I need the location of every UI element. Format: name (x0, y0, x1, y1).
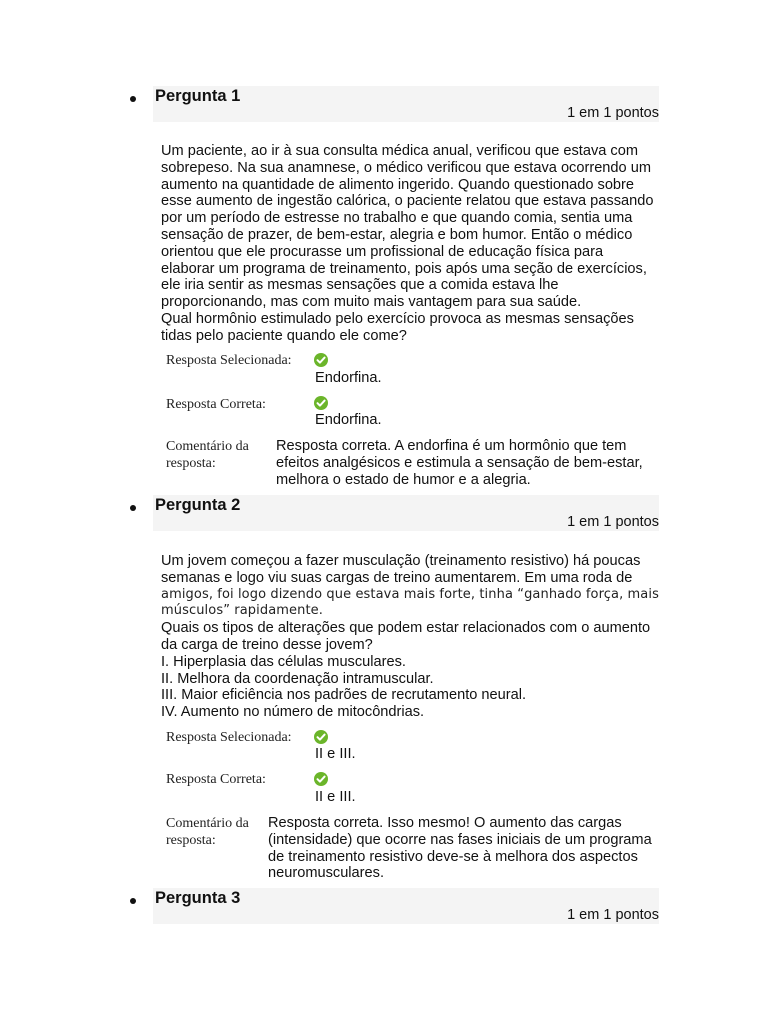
question-3-points: 1 em 1 pontos (567, 907, 659, 923)
question-2-title: Pergunta 2 (155, 496, 241, 514)
comment-label: Comentário da resposta: (166, 439, 249, 471)
selected-answer-label: Resposta Selecionada: (166, 730, 292, 745)
bullet-icon (130, 898, 136, 904)
check-icon (314, 353, 328, 367)
check-icon (314, 396, 328, 410)
correct-answer-label: Resposta Correta: (166, 772, 266, 787)
question-1-title: Pergunta 1 (155, 87, 241, 105)
correct-answer-value: II e III. (315, 789, 356, 805)
bullet-icon (130, 505, 136, 511)
correct-answer-value: Endorfina. (315, 412, 382, 428)
check-icon (314, 730, 328, 744)
bullet-icon (130, 96, 136, 102)
selected-answer-label: Resposta Selecionada: (166, 353, 292, 368)
correct-answer-label: Resposta Correta: (166, 397, 266, 412)
check-icon (314, 772, 328, 786)
comment-label: Comentário da resposta: (166, 816, 249, 848)
question-1-text: Um paciente, ao ir à sua consulta médica anual, verificou que estava com sobrepeso. Na sua anamnese, o médico verificou que estava ocorrendo um aumento na quantidade de alimento ingerido. Quando questionado sobre esse aumento de ingestão calórica, o paciente relatou que estava passando por um período de estresse no trabalho e que quando comia, sentia uma sensação de prazer, de bem-estar, alegria e bom humor. Então o médico orientou que ele procurasse um profissional de educação física para elaborar um programa de treinamento, pois após uma seção de exercícios, ele iria sentir as mesmas sensações que a comida estava lhe proporcionando, mas com muito mais vantagem para sua saúde. Qual hormônio estimulado pelo exercício provoca as mesmas sensações tidas pelo paciente quando ele come? (161, 143, 654, 344)
question-3-title: Pergunta 3 (155, 889, 241, 907)
selected-answer-value: II e III. (315, 746, 356, 762)
comment-text: Resposta correta. A endorfina é um hormônio que tem efeitos analgésicos e estimula a sensação de bem-estar, melhora o estado de humor e a alegria. (276, 438, 643, 488)
question-2-text: Um jovem começou a fazer musculação (treinamento resistivo) há poucas semanas e logo viu suas cargas de treino aumentarem. Em uma roda de amigos, foi logo dizendo que estava mais forte, tinha “ganhado força, mais músculos” rapidamente. Quais os tipos de alterações que podem estar relacionados com o aumento da carga de treino desse jovem? I. Hiperplasia das células musculares. II. Melhora da coordenação intramuscular. III. Maior eficiência nos padrões de recrutamento neural. IV. Aumento no número de mitocôndrias. (161, 553, 659, 721)
question-2-points: 1 em 1 pontos (567, 514, 659, 530)
comment-text: Resposta correta. Isso mesmo! O aumento das cargas (intensidade) que ocorre nas fases iniciais de um programa de treinamento resistivo deve-se à melhora dos aspectos neuromusculares. (268, 815, 652, 882)
question-1-points: 1 em 1 pontos (567, 105, 659, 121)
selected-answer-value: Endorfina. (315, 370, 382, 386)
